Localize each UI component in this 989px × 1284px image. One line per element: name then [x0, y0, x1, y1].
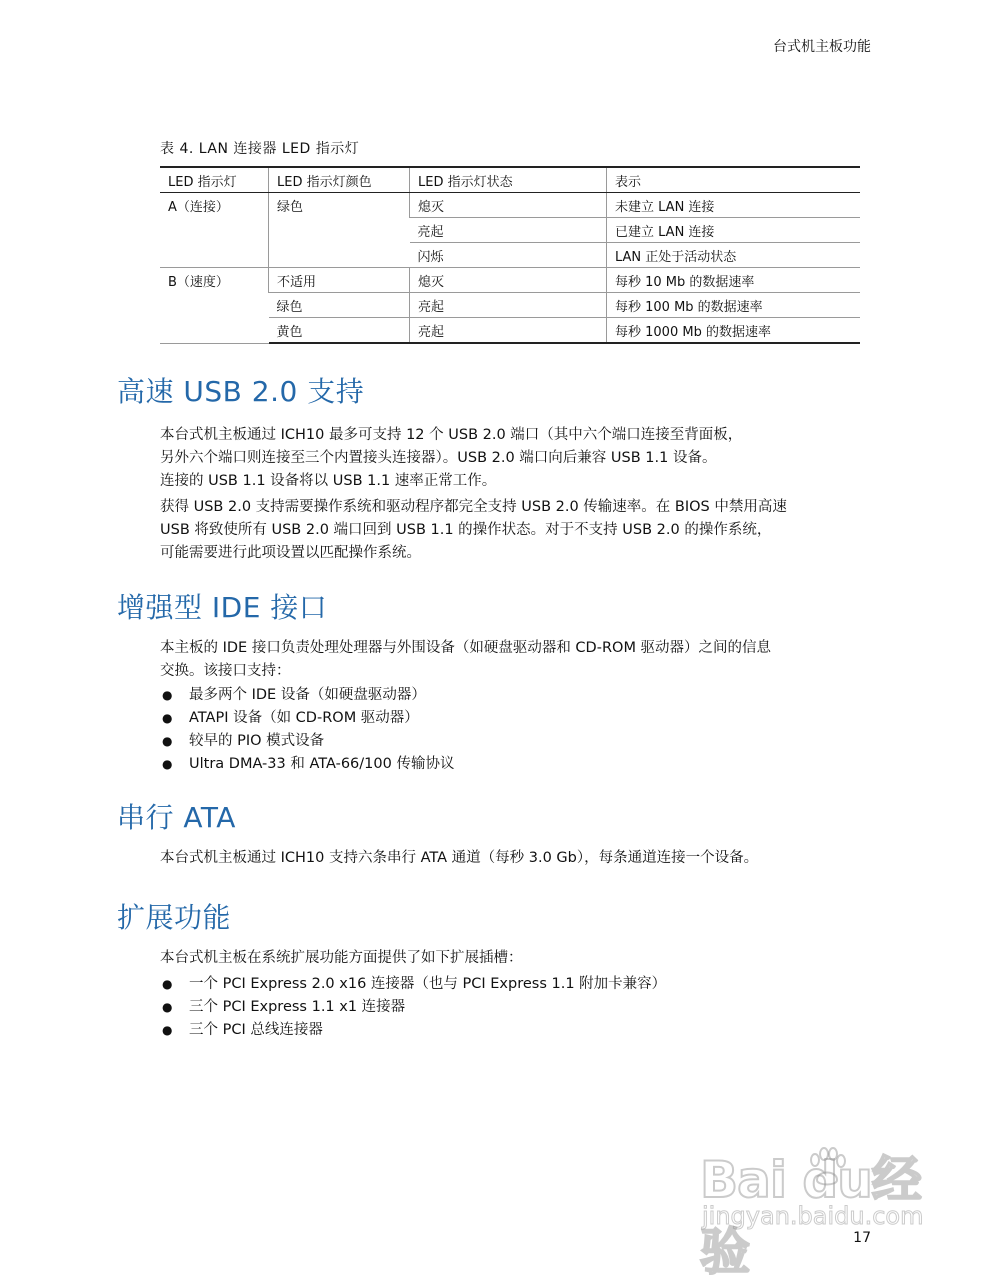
paragraph-line: USB 将致使所有 USB 2.0 端口回到 USB 1.1 的操作状态。对于不支持 USB 2.0 的操作系统， — [160, 522, 772, 538]
paragraph-line: 本主板的 IDE 接口负责处理处理器与外围设备（如硬盘驱动器和 CD-ROM 驱动器）之间的信息 — [160, 640, 772, 656]
table-header-row — [160, 167, 860, 193]
header-led-color: LED 指示灯颜色 — [269, 167, 410, 193]
led-table-block — [160, 138, 860, 344]
ide-bullet-list — [160, 684, 454, 776]
bullet-icon: ● — [162, 1000, 173, 1014]
section-title-sata: 串行 ATA — [117, 801, 236, 834]
bullet-icon: ● — [162, 757, 173, 771]
list-item — [160, 996, 666, 1019]
list-item — [160, 753, 454, 776]
baidu-watermark — [700, 1140, 930, 1281]
section-title-usb: 高速 USB 2.0 支持 — [117, 375, 365, 408]
cell-state: 亮起 — [410, 318, 607, 344]
cell-state: 亮起 — [410, 218, 607, 243]
led-table — [160, 166, 860, 344]
paragraph-line: 可能需要进行此项设置以匹配操作系统。 — [160, 545, 421, 561]
paw-icon — [805, 1146, 849, 1190]
cell-meaning: 每秒 10 Mb 的数据速率 — [607, 268, 861, 293]
list-item-text: 一个 PCI Express 2.0 x16 连接器（也与 PCI Express 1.1 附加卡兼容） — [189, 976, 667, 992]
running-header: 台式机主板功能 — [773, 39, 871, 55]
list-item — [160, 973, 666, 996]
paragraph-line: 交换。该接口支持： — [160, 663, 291, 679]
cell-color: 绿色 — [269, 293, 410, 318]
paragraph-line: 本台式机主板通过 ICH10 最多可支持 12 个 USB 2.0 端口（其中六个端口连接至背面板， — [160, 427, 743, 443]
table-caption: 表 4. LAN 连接器 LED 指示灯 — [160, 141, 360, 157]
header-meaning: 表示 — [607, 167, 861, 193]
cell-meaning: LAN 正处于活动状态 — [607, 243, 861, 268]
bullet-icon: ● — [162, 688, 173, 702]
list-item — [160, 1019, 666, 1042]
cell-state: 亮起 — [410, 293, 607, 318]
list-item-text: 最多两个 IDE 设备（如硬盘驱动器） — [189, 687, 426, 703]
cell-meaning: 未建立 LAN 连接 — [607, 193, 861, 218]
sata-paragraph: 本台式机主板通过 ICH10 支持六条串行 ATA 通道（每秒 3.0 Gb），每条通道连接一个设备。 — [160, 850, 759, 866]
bullet-icon: ● — [162, 977, 173, 991]
table-row — [160, 193, 860, 218]
cell-state: 熄灭 — [410, 268, 607, 293]
cell-meaning: 已建立 LAN 连接 — [607, 218, 861, 243]
watermark-main-text: Bai du经验 — [700, 1151, 921, 1281]
list-item — [160, 707, 454, 730]
bullet-icon: ● — [162, 1023, 173, 1037]
list-item-text: 较早的 PIO 模式设备 — [189, 733, 325, 749]
paragraph-line: 连接的 USB 1.1 设备将以 USB 1.1 速率正常工作。 — [160, 473, 497, 489]
paragraph-line: 获得 USB 2.0 支持需要操作系统和驱动程序都完全支持 USB 2.0 传输速率。在 BIOS 中禁用高速 — [160, 499, 787, 515]
list-item-text: Ultra DMA-33 和 ATA-66/100 传输协议 — [189, 756, 455, 772]
paragraph-line: 另外六个端口则连接至三个内置接头连接器）。USB 2.0 端口向后兼容 USB 1.1 设备。 — [160, 450, 717, 466]
cell-state: 熄灭 — [410, 193, 607, 218]
cell-color: 黄色 — [269, 318, 410, 344]
expansion-paragraph: 本台式机主板在系统扩展功能方面提供了如下扩展插槽： — [160, 950, 523, 966]
list-item-text: 三个 PCI 总线连接器 — [189, 1022, 323, 1038]
bullet-icon: ● — [162, 711, 173, 725]
section-title-ide: 增强型 IDE 接口 — [117, 591, 328, 624]
cell-state: 闪烁 — [410, 243, 607, 268]
header-led-state: LED 指示灯状态 — [410, 167, 607, 193]
usb-paragraph-1 — [160, 424, 860, 493]
bullet-icon: ● — [162, 734, 173, 748]
cell-meaning: 每秒 1000 Mb 的数据速率 — [607, 318, 861, 344]
list-item — [160, 684, 454, 707]
page-number: 17 — [853, 1230, 871, 1246]
expansion-bullet-list — [160, 973, 666, 1042]
watermark-sub-text: jingyan.baidu.com — [702, 1202, 924, 1230]
cell-color: 不适用 — [269, 268, 410, 293]
usb-paragraph-2 — [160, 496, 860, 565]
cell-led-a: A（连接） — [160, 193, 269, 268]
section-title-expansion: 扩展功能 — [117, 901, 232, 934]
table-row — [160, 268, 860, 293]
cell-color-a: 绿色 — [269, 193, 410, 268]
cell-meaning: 每秒 100 Mb 的数据速率 — [607, 293, 861, 318]
list-item — [160, 730, 454, 753]
ide-paragraph — [160, 637, 860, 683]
cell-led-b: B（速度） — [160, 268, 269, 344]
list-item-text: ATAPI 设备（如 CD-ROM 驱动器） — [189, 710, 419, 726]
list-item-text: 三个 PCI Express 1.1 x1 连接器 — [189, 999, 406, 1015]
header-led-indicator: LED 指示灯 — [160, 167, 269, 193]
